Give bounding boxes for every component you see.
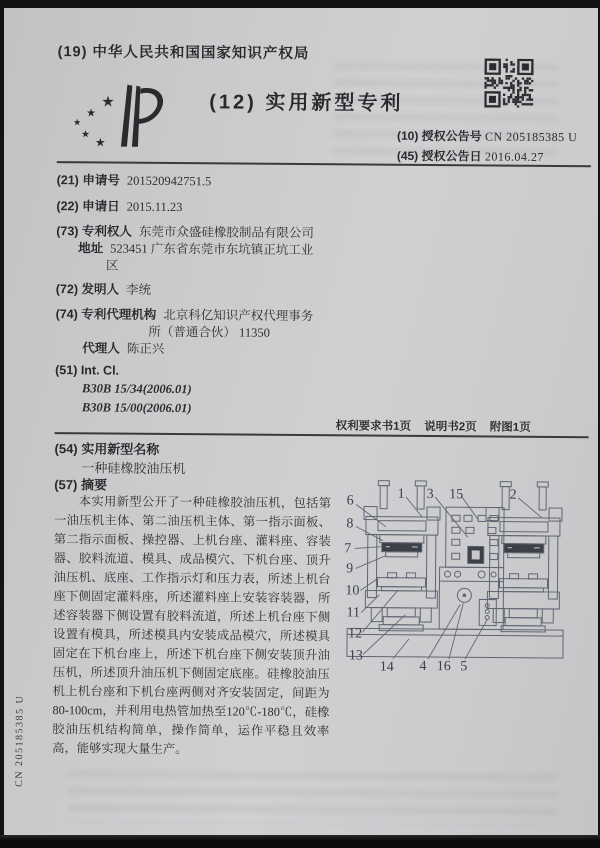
int-cl-entry-1: B30B 15/34(2006.01) <box>81 381 192 397</box>
page-content <box>0 8 598 841</box>
callout-6: 6 <box>346 493 354 509</box>
abstract-text: 本实用新型公开了一种硅橡胶油压机，包括第一油压机主体、第二油压机主体、第一指示面板、第二指示面板、操控器、上机台座、灌料座、容装器、胶料流道、模具、成品模穴、下机台座、顶升油压机、底座、工作指示灯和压力表，所述上机台座下侧固定灌料座，所述灌料座上安装容装器，所述容装器下侧设置有胶料流道，所述上机台座下侧设置有模具，所述模具内安装成品模穴，所述模具固定在下机台座上，所述下机台座下侧安装顶升油压机，所述顶升油压机下侧固定底座。硅橡胶油压机上机台座和下机台座两侧对齐安装固定，间距为80-100cm，并利用电热管加热至120℃-180℃，硅橡胶油压机结构简单，操作简单，运作平稳且效率高，能够实现大量生产。 <box>52 494 332 757</box>
side-publication-number: CN 205185385 U <box>13 694 26 787</box>
svg-text:★: ★ <box>94 135 106 150</box>
agency-row2 <box>148 322 270 341</box>
agency-line1: 北京科亿知识产权代理事务 <box>163 307 314 324</box>
application-number-row <box>57 170 212 189</box>
inventor-label: (72) 发明人 <box>55 282 120 297</box>
callout-16: 16 <box>436 659 451 675</box>
callout-1: 1 <box>397 486 405 502</box>
callout-11: 11 <box>346 605 361 621</box>
callout-5: 5 <box>460 659 468 675</box>
int-cl-label: (51) Int. Cl. <box>55 363 120 378</box>
document-type-title: (12) 实用新型专利 <box>209 91 404 115</box>
control-panel <box>439 507 504 629</box>
svg-text:★: ★ <box>73 117 82 128</box>
application-date: 2015.11.23 <box>126 199 183 215</box>
inventor-row <box>56 279 151 298</box>
application-number-label: (21) 申请号 <box>56 173 120 188</box>
invention-title-text: 一种硅橡胶油压机 <box>81 460 186 477</box>
application-date-row <box>56 196 182 215</box>
patent-office-line: (19) 中华人民共和国国家知识产权局 <box>57 44 310 63</box>
svg-text:★: ★ <box>101 94 115 111</box>
callout-3: 3 <box>426 487 434 503</box>
abstract-label: (57) 摘要 <box>54 477 108 493</box>
callout-13: 13 <box>348 648 363 664</box>
patent-figure <box>327 466 591 707</box>
utility-name-label-row <box>54 438 166 458</box>
publication-date-row <box>397 147 544 165</box>
patentee-label: (73) 专利权人 <box>56 224 133 239</box>
publication-number-label: (10) 授权公告号 <box>396 128 482 144</box>
publication-date: 2016.04.27 <box>484 149 544 164</box>
callout-10: 10 <box>345 583 360 599</box>
abstract-label-row <box>54 474 114 493</box>
agency-line2: 所（普通合伙） 11350 <box>148 324 270 340</box>
address-label: 地址 <box>78 241 104 256</box>
paper-page <box>4 8 598 836</box>
publication-number: CN 205185385 U <box>484 129 578 145</box>
application-date-label: (22) 申请日 <box>56 199 120 214</box>
callout-8: 8 <box>346 516 354 532</box>
agency-label: (74) 专利代理机构 <box>55 307 157 322</box>
callout-7: 7 <box>344 541 352 557</box>
left-press-assembly <box>363 481 440 632</box>
utility-name-label: (54) 实用新型名称 <box>54 441 160 457</box>
figure-base <box>347 628 563 658</box>
qr-code <box>484 58 533 112</box>
callout-4: 4 <box>419 658 427 675</box>
application-number: 201520942751.5 <box>126 173 212 189</box>
agent-name: 陈正兴 <box>126 341 165 356</box>
sipo-logo <box>61 76 177 162</box>
pages-info: 权利要求书1页 说明书2页 附图1页 <box>335 420 531 434</box>
int-cl-entry-2: B30B 15/00(2006.01) <box>81 400 192 416</box>
callout-2: 2 <box>509 487 517 503</box>
patentee-name: 东莞市众盛硅橡胶制品有限公司 <box>138 224 315 241</box>
int-cl-row <box>55 363 126 379</box>
address-line2: 区 <box>105 258 119 273</box>
publication-date-label: (45) 授权公告日 <box>396 148 482 164</box>
agency-row <box>56 304 314 324</box>
agent-row <box>82 338 164 357</box>
patentee-address-row2 <box>106 255 119 273</box>
callout-9: 9 <box>346 561 354 577</box>
svg-text:★: ★ <box>86 107 97 120</box>
callout-15: 15 <box>449 487 464 503</box>
address-line1: 523451 广东省东莞市东坑镇正坑工业 <box>110 241 314 258</box>
callout-14: 14 <box>379 659 394 675</box>
agent-label: 代理人 <box>82 341 120 356</box>
publication-number-row <box>397 127 578 145</box>
inventor-name: 李统 <box>125 282 152 297</box>
bleed-through-ghost-bottom <box>68 770 558 826</box>
photo-bottom-edge <box>0 835 600 848</box>
svg-text:★: ★ <box>80 129 91 141</box>
callout-12: 12 <box>348 626 363 642</box>
